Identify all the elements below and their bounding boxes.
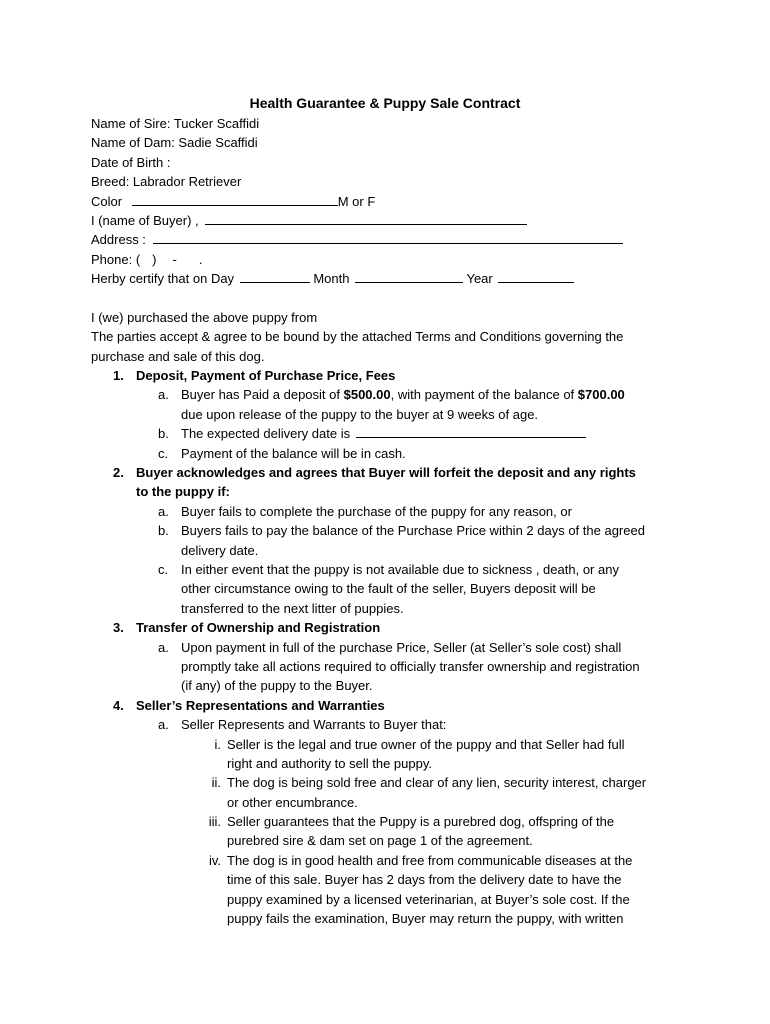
sire-line: Name of Sire: Tucker Scaffidi — [91, 116, 260, 131]
section-4-item-iv-cont: puppy fails the examination, Buyer may return the puppy, with written — [227, 911, 624, 927]
section-4-item-iii: iii. Seller guarantees that the Puppy is a purebred dog, offspring of the — [208, 814, 615, 830]
intro-line-1: The parties accept & agree to be bound by the attached Terms and Conditions governing the — [91, 329, 624, 345]
section-2-item-c-cont: transferred to the next litter of puppies. — [181, 600, 404, 616]
section-1-item-c: c. Payment of the balance will be in cash. — [158, 445, 406, 461]
year-blank[interactable] — [498, 269, 574, 283]
buyer-label: I (name of Buyer) , — [91, 212, 199, 228]
certify-line — [91, 269, 691, 288]
section-number: 1. — [113, 368, 124, 384]
address-label: Address : — [91, 232, 146, 248]
document-body — [91, 114, 691, 928]
color-blank[interactable] — [132, 192, 338, 206]
phone-close: ) — [152, 251, 157, 267]
section-1-heading: 1. Deposit, Payment of Purchase Price, Fees — [91, 366, 691, 385]
section-4-item-iv: iv. The dog is in good health and free from communicable diseases at the — [208, 852, 633, 868]
deposit-amount: $500.00 — [343, 387, 391, 403]
section-4-item-a: a. Seller Represents and Warrants to Buyer that: — [158, 717, 447, 733]
section-2-item-b: b. Buyers fails to pay the balance of the Purchase Price within 2 days of the agreed — [158, 523, 645, 539]
dob-line: Date of Birth : — [91, 154, 171, 170]
section-2-heading: 2. Buyer acknowledges and agrees that Buyer will forfeit the deposit and any rights — [91, 463, 691, 482]
document-title: Health Guarantee & Puppy Sale Contract — [249, 95, 521, 111]
buyer-blank[interactable] — [205, 211, 527, 225]
buyer-line — [91, 211, 691, 230]
delivery-date-blank[interactable] — [356, 424, 586, 438]
section-number: 4. — [113, 697, 124, 713]
section-number: 3. — [113, 620, 124, 636]
section-4-item-i: i. Seller is the legal and true owner of the puppy and that Seller had full — [214, 736, 625, 752]
section-number: 2. — [113, 465, 124, 481]
intro-line-2: purchase and sale of this dog. — [91, 348, 265, 364]
balance-amount: $700.00 — [577, 387, 625, 403]
phone-dash: - — [172, 251, 177, 267]
address-blank[interactable] — [153, 230, 623, 244]
section-3-item-a: a. Upon payment in full of the purchase Price, Seller (at Seller’s sole cost) shall — [158, 639, 622, 655]
section-3-item-a-cont: (if any) of the puppy to the Buyer. — [181, 678, 373, 694]
purchased-line: I (we) purchased the above puppy from — [91, 309, 318, 325]
color-line — [91, 192, 691, 211]
day-blank[interactable] — [240, 269, 310, 283]
section-4-item-iv-cont: time of this sale. Buyer has 2 days from the delivery date to have the — [227, 872, 622, 888]
month-label: Month — [313, 271, 350, 287]
section-2-item-a: a. Buyer fails to complete the purchase of the puppy for any reason, or — [158, 503, 572, 519]
section-4-item-iv-cont: puppy examined by a licensed veterinarian, at Buyer’s sole cost. If the — [227, 891, 630, 907]
section-2-item-c-cont: other circumstance owing to the fault of the seller, Buyers deposit will be — [181, 581, 596, 597]
month-blank[interactable] — [355, 269, 463, 283]
section-3-item-a-cont: promptly take all actions required to officially transfer ownership and registration — [181, 658, 640, 674]
phone-label: Phone: ( — [91, 251, 141, 267]
certify-label: Herby certify that on Day — [91, 271, 235, 287]
section-2-item-b-cont: delivery date. — [181, 542, 259, 558]
year-label: Year — [466, 271, 493, 287]
color-label: Color — [91, 193, 123, 209]
breed-line: Breed: Labrador Retriever — [91, 174, 242, 190]
section-1-item-b: b. The expected delivery date is — [91, 424, 691, 443]
section-4-item-iii-cont: purebred sire & dam set on page 1 of the agreement. — [227, 833, 533, 849]
address-line — [91, 230, 691, 249]
phone-end: . — [198, 251, 203, 267]
section-2-heading-cont: to the puppy if: — [136, 484, 230, 500]
section-4-item-ii-cont: or other encumbrance. — [227, 794, 358, 810]
section-1-item-a: a. Buyer has Paid a deposit of $500.00, with payment of the balance of $700.00 — [158, 387, 625, 403]
dam-line: Name of Dam: Sadie Scaffidi — [91, 135, 258, 151]
section-2-item-c: c. In either event that the puppy is not available due to sickness , death, or any — [158, 561, 619, 577]
section-3-heading: 3. Transfer of Ownership and Registration — [91, 618, 691, 637]
phone-line — [91, 250, 691, 269]
section-4-item-i-cont: right and authority to sell the puppy. — [227, 755, 432, 771]
section-1-item-a-cont: due upon release of the puppy to the buyer at 9 weeks of age. — [181, 406, 539, 422]
section-4-item-ii: ii. The dog is being sold free and clear of any lien, security interest, charger — [211, 775, 647, 791]
section-4-heading: 4. Seller’s Representations and Warranties — [91, 696, 691, 715]
sex-label: M or F — [337, 193, 376, 209]
